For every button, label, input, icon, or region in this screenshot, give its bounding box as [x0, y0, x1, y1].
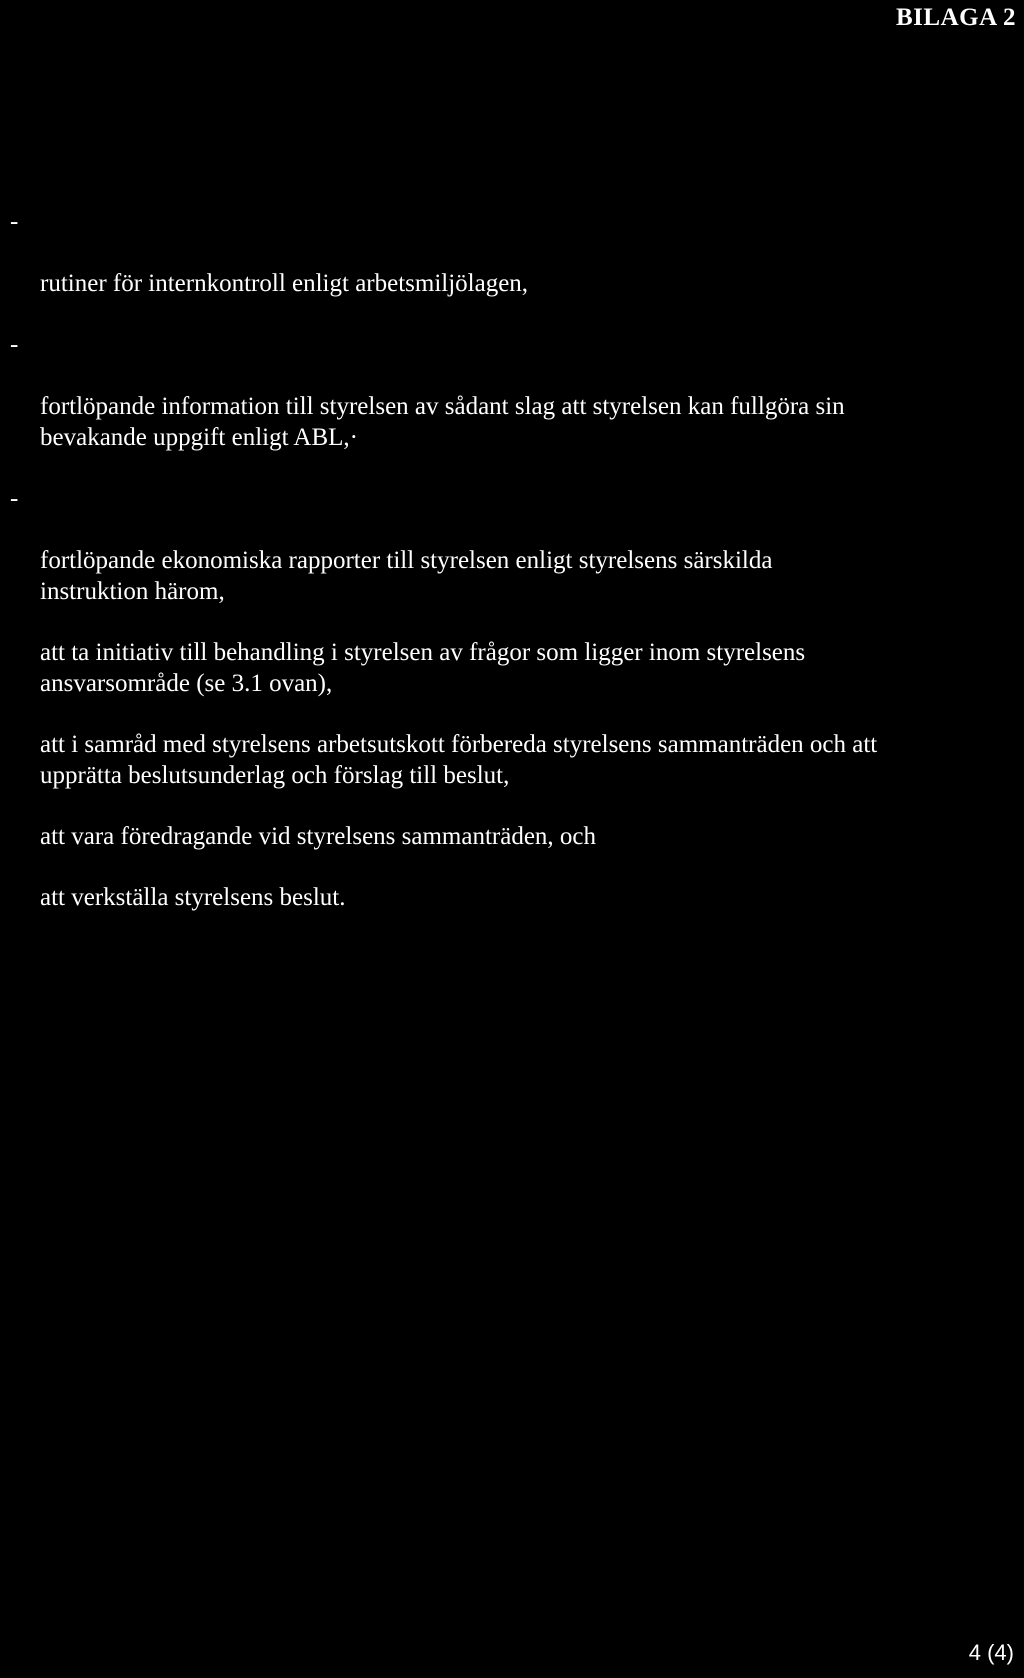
header-label: BILAGA 2 [895, 4, 1016, 31]
body-paragraph: att i samråd med styrelsens arbetsutskott förbereda styrelsens sammanträden och att upprätta beslutsunderlag och förslag till beslut, [40, 731, 878, 789]
body-paragraph: att verkställa styrelsens beslut. [40, 884, 346, 911]
bullet-item [10, 483, 975, 607]
bullet-text: fortlöpande information till styrelsen av sådant slag att styrelsen kan fullgöra sin bevakande uppgift enligt ABL,· [40, 393, 845, 451]
body-paragraph: att ta initiativ till behandling i styrelsen av frågor som ligger inom styrelsens ansvarsområde (se 3.1 ovan), [40, 639, 806, 697]
bullet-item [10, 206, 975, 299]
bullet-list [10, 206, 975, 607]
bullet-item [10, 329, 975, 453]
document-body [10, 206, 975, 943]
bullet-dash: - [10, 208, 19, 235]
bullet-text: fortlöpande ekonomiska rapporter till styrelsen enligt styrelsens särskilda instruktion härom, [40, 547, 773, 605]
page-number: 4 (4) [968, 1640, 1014, 1665]
body-paragraph: att vara föredragande vid styrelsens sammanträden, och [40, 823, 597, 850]
bullet-dash: - [10, 485, 19, 512]
bullet-dash: - [10, 331, 19, 358]
bullet-text: rutiner för internkontroll enligt arbetsmiljölagen, [40, 270, 529, 297]
